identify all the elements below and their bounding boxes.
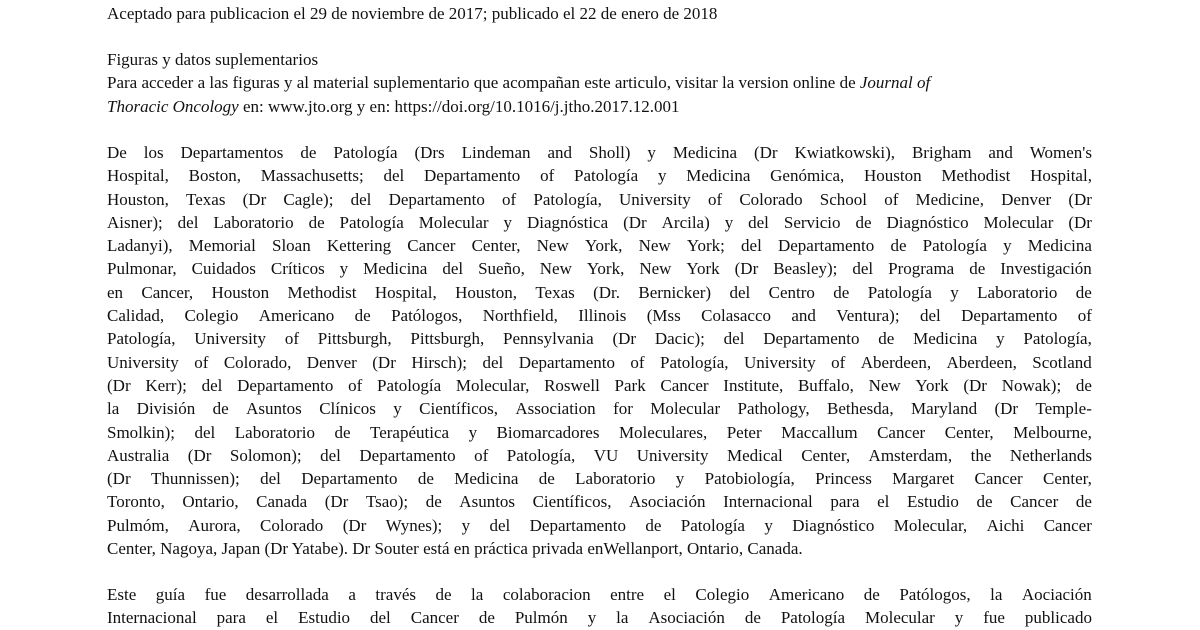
text-line: la División de Asuntos Clínicos y Científicos, Association for Molecular Pathology, Bethesda, Maryland (Dr Temple- (107, 399, 1092, 419)
supplementary-line-2 (107, 95, 1092, 118)
text-line: Hospital, Boston, Massachusetts; del Departamento of Patología y Medicina Genómica, Houston Methodist Hospital, (107, 166, 1092, 186)
supplementary-heading: Figuras y datos suplementarios (107, 50, 319, 69)
text-line: Patología, University of Pittsburgh, Pittsburgh, Pennsylvania (Dr Dacic); del Departamento de Medicina y Patología, (107, 329, 1092, 349)
accepted-line: Aceptado para publicacion el 29 de noviembre de 2017; publicado el 22 de enero de 2018 (107, 4, 718, 23)
text-line: Este guía fue desarrollada a través de la colaboracion entre el Colegio Americano de Patólogos, la Aociación (107, 585, 1092, 604)
affiliations-paragraph (107, 141, 1092, 560)
text-line: Ladanyi), Memorial Sloan Kettering Cancer Center, New York, New York; del Departamento de Patología y Medicina (107, 236, 1092, 256)
text-line: Internacional para el Estudio del Cancer de Pulmón y la Asociación de Patología Molecular y fue publicado (107, 608, 1092, 628)
text-line: University of Colorado, Denver (Dr Hirsch); del Departamento of Patología, University of Aberdeen, Aberdeen, Scotland (107, 352, 1092, 372)
supplementary-section (107, 48, 1092, 118)
text-line: (Dr Thunnissen); del Departamento de Medicina de Laboratorio y Patobiología, Princess Margaret Cancer Center, (107, 469, 1092, 489)
guide-paragraph (107, 583, 1092, 630)
text-line: Smolkin); del Laboratorio de Terapéutica y Biomarcadores Moleculares, Peter Maccallum Cancer Center, Melbourne, (107, 422, 1092, 442)
text-line: Toronto, Ontario, Canada (Dr Tsao); de Asuntos Científicos, Asociación Internacional para el Estudio de Cancer de (107, 492, 1092, 512)
journal-name-part2: Thoracic Oncology (107, 96, 239, 116)
text-line: Australia (Dr Solomon); del Departamento of Patología, VU University Medical Center, Amsterdam, the Netherlands (107, 445, 1092, 465)
text-line: Houston, Texas (Dr Cagle); del Departamento of Patología, University of Colorado School of Medicine, Denver (Dr (107, 189, 1092, 209)
text-line: Pulmonar, Cuidados Críticos y Medicina del Sueño, New York, New York (Dr Beasley); del Programa de Investigación (107, 259, 1092, 279)
supplementary-links: en: www.jto.org y en: https://doi.org/10.1016/j.jtho.2017.12.001 (242, 96, 680, 116)
text-line: (Dr Kerr); del Departamento of Patología Molecular, Roswell Park Cancer Institute, Buffalo, New York (Dr Nowak); de (107, 375, 1092, 395)
journal-name-part1: Journal of (859, 73, 931, 93)
text-line: Calidad, Colegio Americano de Patólogos, Northfield, Illinois (Mss Colasacco and Ventura); del Departamento of (107, 306, 1092, 326)
text-line: Pulmóm, Aurora, Colorado (Dr Wynes); y del Departamento de Patología y Diagnóstico Molecular, Aichi Cancer (107, 515, 1092, 535)
text-line: De los Departamentos de Patología (Drs Lindeman and Sholl) y Medicina (Dr Kwiatkowski), Brigham and Women's (107, 143, 1092, 162)
text-line: Aisner); del Laboratorio de Patología Molecular y Diagnóstica (Dr Arcila) y del Servicio de Diagnóstico Molecular (Dr (107, 212, 1092, 232)
text-line: Center, Nagoya, Japan (Dr Yatabe). Dr Souter está en práctica privada enWellanport, Ontario, Canada. (107, 539, 803, 559)
supplementary-line-1 (107, 71, 1092, 94)
text-line: en Cancer, Houston Methodist Hospital, Houston, Texas (Dr. Bernicker) del Centro de Patología y Laboratorio de (107, 282, 1092, 302)
supplementary-text: Para acceder a las figuras y al material suplementario que acompañan este articulo, visitar la version online de (107, 73, 856, 93)
